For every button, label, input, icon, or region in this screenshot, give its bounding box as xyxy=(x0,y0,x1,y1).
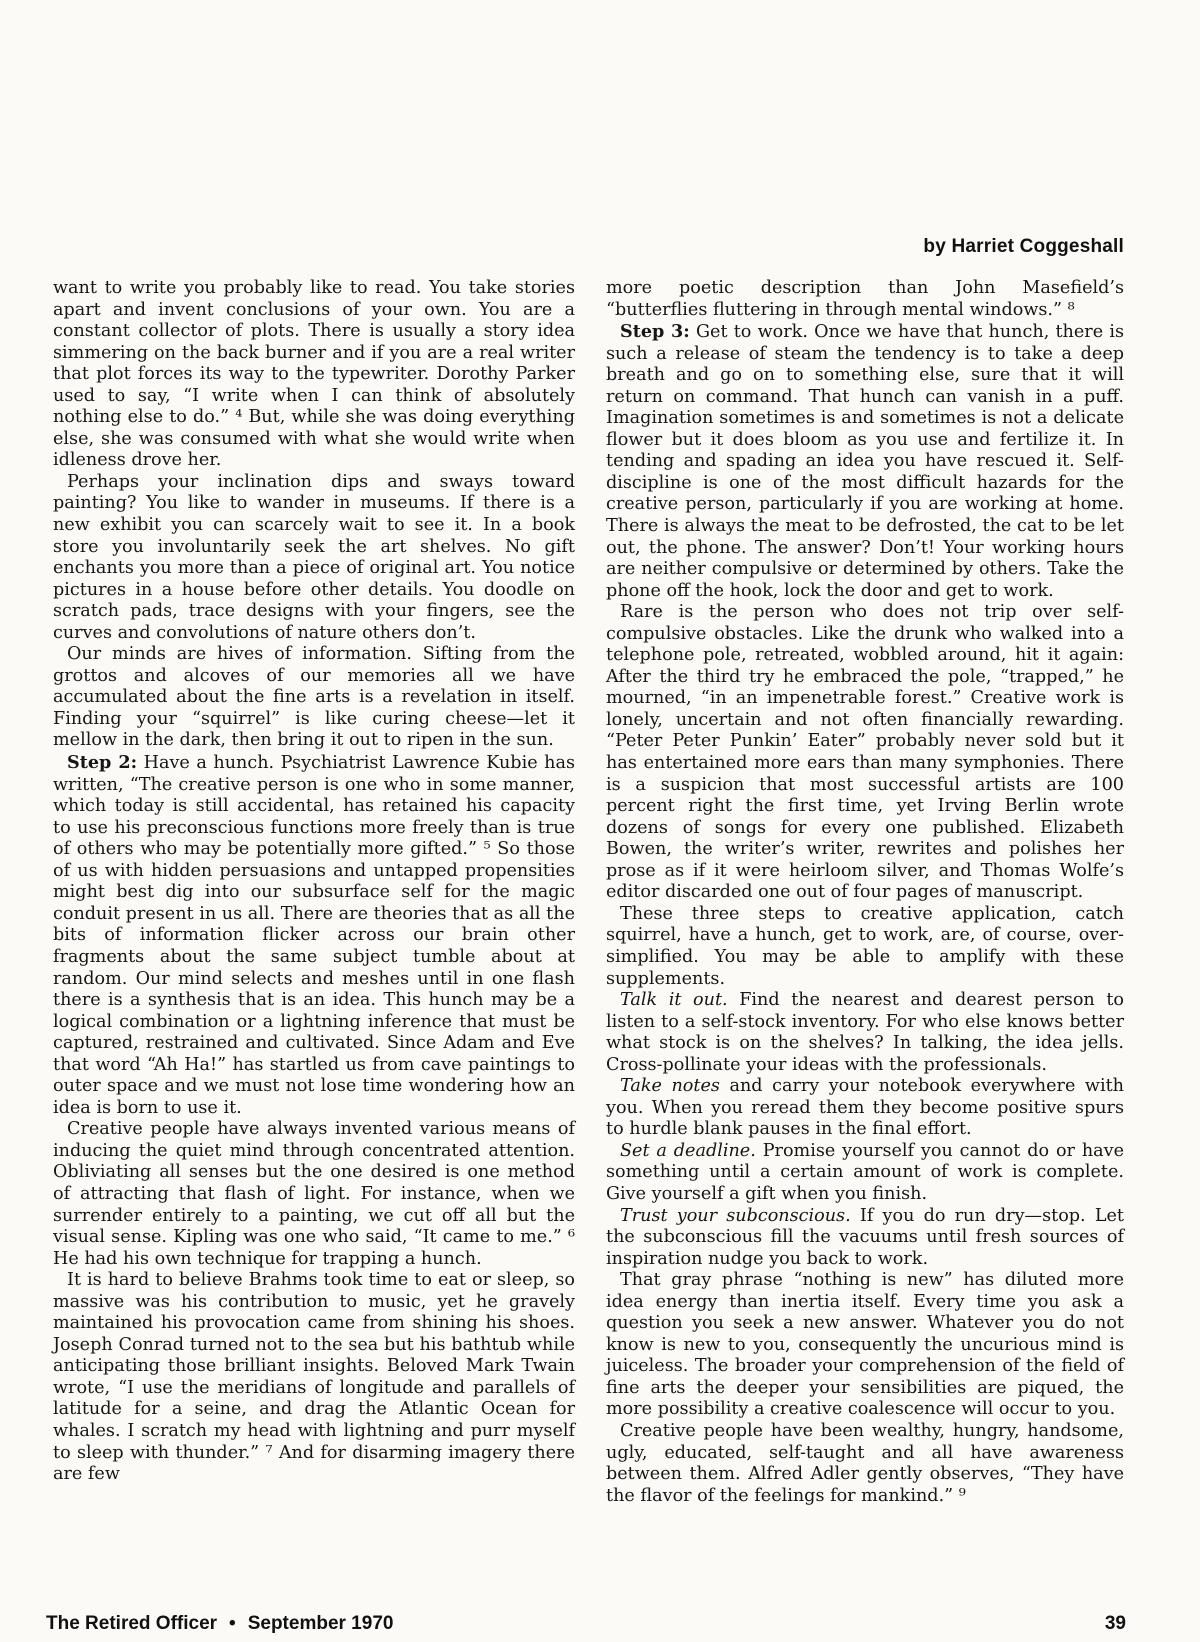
paragraph-text: Have a hunch. Psychiatrist Lawrence Kubie has written, “The creative person is one who in some manner, which today is still accidental, has retained his capacity to use his preconscious functions more freely than is true of others who may be potentially more gifted.” ⁵ So those of us with hidden persuasions and untapped propensities might best dig into our subsurface self for the magic conduit present in us all. There are theories that as all the bits of information flicker across our brain other fragments about the same subject tumble about at random. Our mind selects and meshes until in one flash there is a synthesis that is an idea. This hunch may be a logical combination or a lightning inference that must be captured, restrained and cultivated. Since Adam and Eve that word “Ah Ha!” has startled us from cave paintings to outer space and we must not lose time wondering how an idea is born to use it. xyxy=(53,753,575,1118)
paragraph-text: want to write you probably like to read. You take stories apart and invent conclusions of your own. You are a constant collector of plots. There is usually a story idea simmering on the back burner and if you are a real writer that plot forces its way to the typewriter. Dorothy Parker used to say, “I write when I can think of absolutely nothing else to do.” ⁴ But, while she was doing everything else, she was consumed with what she would write when idleness drove her. xyxy=(53,278,575,471)
paragraph xyxy=(606,1141,1124,1206)
tip-heading: Trust your subconscious. xyxy=(620,1205,851,1226)
paragraph xyxy=(606,990,1124,1076)
tip-heading: Set a deadline. xyxy=(620,1140,756,1161)
paragraph-text: Rare is the person who does not trip over self-compulsive obstacles. Like the drunk who walked into a telephone pole, retreated, wobbled around, hit it again: After the third try he embraced the pole, “trapped,” he mourned, “in an impenetrable forest.” Creative work is lonely, uncertain and not often financially rewarding. “Peter Peter Punkin’ Eater” probably never sold but it has entertained more ears than many symphonies. There is a suspicion that most successful artists are 100 percent right the first time, yet Irving Berlin wrote dozens of songs for every one published. Elizabeth Bowen, the writer’s writer, rewrites and polishes her prose as if it were heirloom silver, and Thomas Wolfe’s editor discarded one out of four pages of manuscript. xyxy=(606,602,1124,903)
paragraph xyxy=(606,602,1124,904)
paragraph-text: That gray phrase “nothing is new” has diluted more idea energy than inertia itself. Every time you ask a question you seek a new answer. Whatever you do not know is new to you, consequently the uncurious mind is juiceless. The broader your comprehension of the field of fine arts the deeper your sensibilities are piqued, the more possibility a creative coalescence will occur to you. xyxy=(606,1270,1124,1420)
paragraph xyxy=(606,1421,1124,1507)
paragraph-text: Find the nearest and dearest person to listen to a self-stock inventory. For who else knows better what stock is on the shelves? In talking, the idea jells. Cross-pollinate your ideas with the professionals. xyxy=(606,990,1124,1075)
footer-publication-line xyxy=(46,1613,393,1635)
paragraph xyxy=(53,752,575,1119)
paragraph xyxy=(606,904,1124,990)
step-heading: Step 2: xyxy=(67,752,138,774)
tip-heading: Take notes xyxy=(620,1076,720,1097)
paragraph-text: These three steps to creative application, catch squirrel, have a hunch, get to work, are, of course, over-simplified. You may be able to amplify with these supplements. xyxy=(606,903,1124,989)
paragraph-text: and carry your notebook everywhere with you. When you reread them they become positive spurs to hurdle blank pauses in the final effort. xyxy=(606,1076,1124,1140)
paragraph xyxy=(606,1076,1124,1141)
left-column xyxy=(53,278,575,1486)
paragraph-text: Creative people have been wealthy, hungry, handsome, ugly, educated, self-taught and all have awareness between them. Alfred Adler gently observes, “They have the flavor of the feelings for mankind.” ⁹ xyxy=(606,1420,1124,1506)
paragraph-text: Creative people have always invented various means of inducing the quiet mind through concentrated attention. Obliviating all senses but the one desired is one method of attracting that flash of light. For instance, when we surrender entirely to a painting, we cut off all but the visual sense. Kipling was one who said, “It came to me.” ⁶ He had his own technique for trapping a hunch. xyxy=(53,1119,575,1269)
paragraph xyxy=(53,1119,575,1270)
paragraph-text: It is hard to believe Brahms took time to eat or sleep, so massive was his contribution to music, yet he gravely maintained his provocation came from shining his shoes. Joseph Conrad turned not to the sea but his bathtub while anticipating those brilliant insights. Beloved Mark Twain wrote, “I use the meridians of longitude and parallels of latitude for a seine, and drag the Atlantic Ocean for whales. I scratch my head with lightning and purr myself to sleep with thunder.” ⁷ And for disarming imagery there are few xyxy=(53,1270,575,1485)
page-footer xyxy=(46,1613,1126,1637)
byline: by Harriet Coggeshall xyxy=(923,236,1124,257)
publication-name: The Retired Officer xyxy=(46,1613,218,1634)
footer-separator: • xyxy=(229,1613,236,1634)
paragraph xyxy=(606,321,1124,602)
paragraph xyxy=(53,472,575,644)
paragraph xyxy=(606,1206,1124,1271)
page-number: 39 xyxy=(1104,1613,1126,1634)
paragraph xyxy=(53,278,575,472)
paragraph xyxy=(606,278,1124,321)
paragraph-text: Perhaps your inclination dips and sways toward painting? You like to wander in museums. If there is a new exhibit you can scarcely wait to see it. In a book store you involuntarily seek the art shelves. No gift enchants you more than a piece of original art. You notice pictures in a house before other details. You doodle on scratch pads, trace designs with your fingers, see the curves and convolutions of nature others don’t. xyxy=(53,471,575,643)
paragraph xyxy=(53,644,575,752)
paragraph-text: Our minds are hives of information. Sifting from the grottos and alcoves of our memories all we have accumulated about the fine arts is a revelation in itself. Finding your “squirrel” is like curing cheese—let it mellow in the dark, then bring it out to ripen in the sun. xyxy=(53,644,575,751)
paragraph-text: more poetic description than John Masefield’s “butterflies fluttering in through mental windows.” ⁸ xyxy=(606,278,1124,320)
paragraph-text: Get to work. Once we have that hunch, there is such a release of steam the tendency is to take a deep breath and go on to something else, sure that it will return on command. That hunch can vanish in a puff. Imagination sometimes is and sometimes is not a delicate flower but it does bloom as you use and fertilize it. In tending and spading an idea you have rescued it. Self-discipline is one of the most difficult hazards for the creative person, particularly if you are working at home. There is always the meat to be defrosted, the cat to be let out, the phone. The answer? Don’t! Your working hours are neither compulsive or determined by others. Take the phone off the hook, lock the door and get to work. xyxy=(606,322,1124,601)
paragraph xyxy=(606,1270,1124,1421)
issue-date: September 1970 xyxy=(247,1613,394,1634)
paragraph-text: If you do run dry—stop. Let the subconscious fill the vacuums until fresh sources of inspiration nudge you back to work. xyxy=(606,1205,1125,1269)
tip-heading: Talk it out. xyxy=(620,990,728,1011)
paragraph xyxy=(53,1270,575,1485)
step-heading: Step 3: xyxy=(620,321,690,343)
right-column xyxy=(606,278,1124,1507)
paragraph-text: Promise yourself you cannot do or have something until a certain amount of work is complete. Give yourself a gift when you finish. xyxy=(606,1140,1125,1204)
